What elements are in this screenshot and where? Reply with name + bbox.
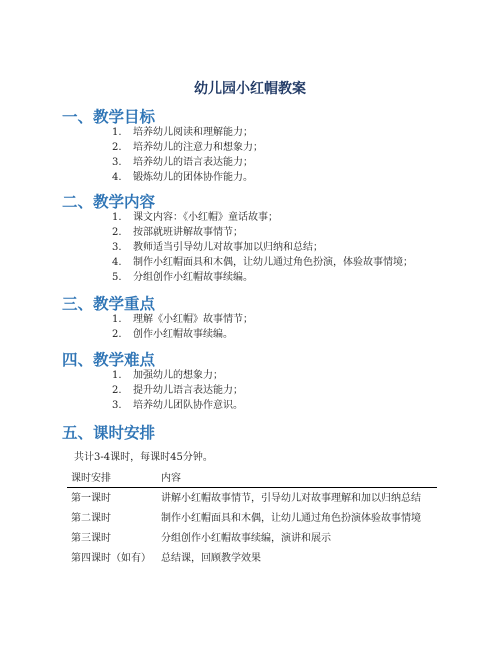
section-heading-difficulties: 四、教学难点 bbox=[62, 351, 156, 369]
table-header-row: 课时安排 内容 bbox=[71, 473, 181, 484]
table-row: 第三课时 分组创作小红帽故事续编，演讲和展示 bbox=[71, 533, 331, 544]
section-heading-content: 二、教学内容 bbox=[62, 193, 156, 211]
section-heading-objectives: 一、教学目标 bbox=[62, 108, 156, 126]
schedule-paragraph: 共计3-4课时，每课时45分钟。 bbox=[74, 452, 213, 463]
table-row: 第四课时（如有） 总结课，回顾教学效果 bbox=[71, 553, 261, 564]
table-row: 第一课时 讲解小红帽故事情节，引导幼儿对故事理解和加以归纳总结 bbox=[71, 493, 421, 504]
document-title: 幼儿园小红帽教案 bbox=[194, 81, 306, 97]
table-row: 第二课时 制作小红帽面具和木偶，让幼儿通过角色扮演体验故事情境 bbox=[71, 513, 421, 524]
section-heading-key-points: 三、教学重点 bbox=[62, 295, 156, 313]
section-heading-schedule: 五、课时安排 bbox=[62, 424, 156, 442]
document-page: 幼儿园小红帽教案 一、教学目标 1. 培养幼儿阅读和理解能力； 2. 培养幼儿的注意力和想象力； 3. 培养幼儿的语言表达能力； 4. 锻炼幼儿的团体协作能力。 二、教学内容 1. 课文内容：《小红帽》童话故事； 2. 按部就班讲解故事情节； 3. 教师适当引导幼儿对故事加以归纳和总结； 4. 制作小红帽面具和木偶，让幼儿通过角色扮演，体验故事情境； 5. 分组创作小红帽故事续编。 三、教学重点 1. 理解《小红帽》故事情节； 2. 创作小红帽故事续编。 四、教学难点 1. 加强幼儿的想象力； 2. 提升幼儿语言表达能力； 3. 培养幼儿团队协作意识。 五、课时安排 共计3-4课时，每课时45分钟。 课时安排 内容 第一课时 讲解小红帽故事情节，引导幼儿对故事理解和加以归纳总结 第二课时 制作小红帽面具和木偶，让幼儿通过角色扮演体验故事情境 第三课时 分组创作小红帽故事续编，演讲和展示 第四课时（如有） 总结课，回顾教学效果 bbox=[0, 0, 500, 647]
